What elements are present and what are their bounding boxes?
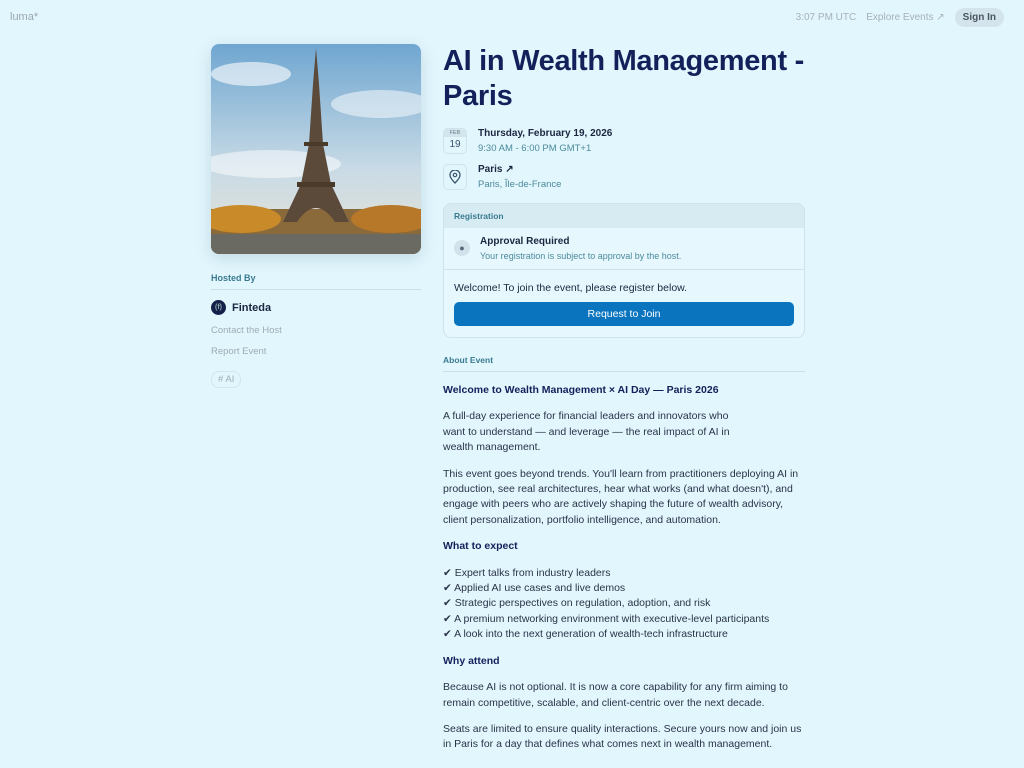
registration-header: Registration (444, 204, 804, 228)
why-heading: Why attend (443, 654, 500, 667)
event-details (443, 44, 805, 753)
sidebar (211, 44, 421, 388)
current-time: 3:07 PM UTC (795, 12, 857, 23)
description-heading: Welcome to Wealth Management × AI Day — Paris 2026 (443, 384, 719, 396)
date-full: Thursday, February 19, 2026 (478, 128, 613, 139)
list-item: ✔ Applied AI use cases and live demos (443, 582, 626, 595)
description-p3: Because AI is not optional. It is now a core capability for any firm aiming to remain competitive, scalable, and client-centric over the next decade. (443, 681, 788, 709)
list-item: ✔ A look into the next generation of wealth-tech infrastructure (443, 628, 728, 641)
description-p4: Seats are limited to ensure quality interactions. Secure yours now and join us in Paris for a day that defines what comes next in wealth management. (443, 722, 802, 751)
event-description (443, 383, 805, 753)
description-p2: This event goes beyond trends. You'll learn from practitioners deploying AI in production, see real architectures, hear what works (and what doesn't), and engage with peers who are actively shaping the future of wealth advisory, client personalization, portfolio intelligence, and automation. (443, 467, 799, 526)
report-event-link[interactable]: Report Event (211, 346, 267, 357)
host-avatar: (f) (211, 300, 226, 315)
approval-title: Approval Required (480, 236, 570, 247)
welcome-text: Welcome! To join the event, please register below. (454, 282, 688, 294)
event-date (443, 128, 805, 154)
contact-host-link[interactable]: Contact the Host (211, 325, 282, 336)
map-pin-icon (443, 164, 467, 190)
date-month: FEB (444, 129, 466, 137)
description-p1: A full-day experience for financial leaders and innovators who want to understand — and leverage — the real impact of AI in wealth management. (443, 410, 730, 454)
about-event-label: About Event (443, 355, 805, 372)
top-bar (0, 0, 1024, 34)
location-name: Paris ↗ (478, 164, 514, 175)
luma-logo[interactable]: luma* (10, 11, 39, 23)
user-check-icon: ● (454, 240, 470, 256)
time-range: 9:30 AM - 6:00 PM GMT+1 (478, 143, 592, 154)
approval-subtitle: Your registration is subject to approval by the host. (480, 251, 682, 261)
explore-events-link[interactable]: Explore Events ↗ (866, 12, 945, 23)
location-region: Paris, Île-de-France (478, 179, 562, 190)
list-item: ✔ Strategic perspectives on regulation, adoption, and risk (443, 597, 711, 610)
expect-heading: What to expect (443, 540, 518, 553)
event-title: AI in Wealth Management - Paris (443, 45, 804, 112)
expect-list (443, 566, 805, 643)
list-item: ✔ Expert talks from industry leaders (443, 566, 611, 579)
hosted-by-label: Hosted By (211, 273, 421, 290)
tag-ai[interactable]: # AI (211, 371, 241, 388)
event-location[interactable] (443, 164, 805, 190)
host-link[interactable] (211, 300, 421, 315)
sign-in-button[interactable]: Sign In (955, 8, 1004, 27)
host-name: Finteda (232, 301, 272, 314)
list-item: ✔ A premium networking environment with executive-level participants (443, 612, 770, 625)
registration-card (443, 203, 805, 338)
event-cover-image (211, 44, 421, 254)
calendar-icon (443, 128, 467, 154)
date-day: 19 (449, 139, 461, 150)
request-to-join-button[interactable]: Request to Join (454, 302, 794, 326)
